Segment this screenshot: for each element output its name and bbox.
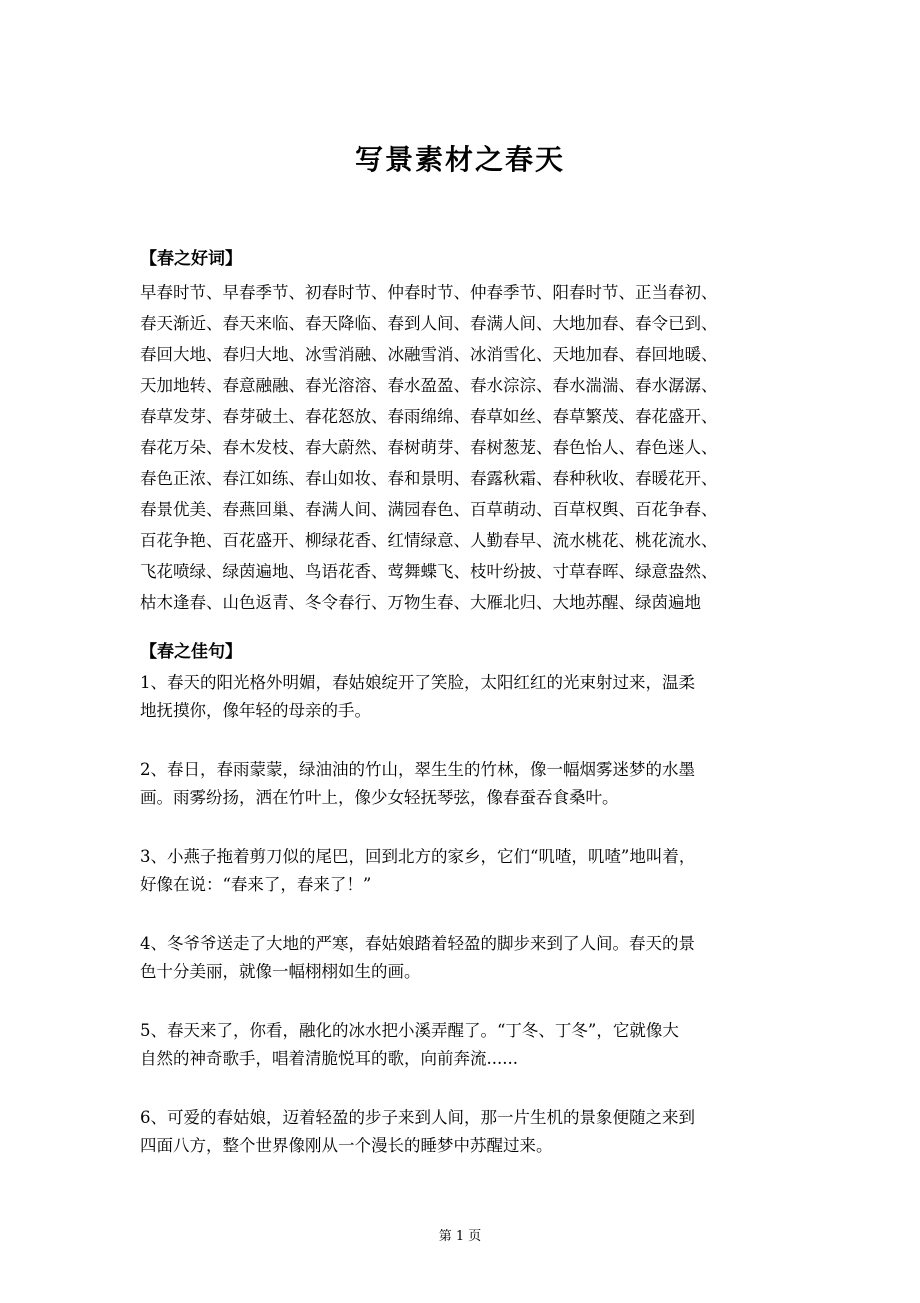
section-heading-good-sentences: 【春之佳句】 [140,642,242,662]
page-title: 写景素材之春天 [354,143,565,176]
sentence-item [140,756,790,812]
good-words-list [140,277,790,618]
word-line: 早春时节、早春季节、初春时节、仲春时节、仲春季节、阳春时节、正当春初、 [140,283,718,302]
sentence-line: 画。雨雾纷扬，洒在竹叶上，像少女轻抚琴弦，像春蚕吞食桑叶。 [140,788,619,807]
word-line: 春花万朵、春木发枝、春大蔚然、春树萌芽、春树葱茏、春色怡人、春色迷人、 [140,438,718,457]
word-line: 春景优美、春燕回巢、春满人间、满园春色、百草萌动、百草权舆、百花争春、 [140,500,718,519]
sentence-item [140,930,790,986]
sentence-item [140,1104,790,1160]
sentence-item [140,843,790,899]
word-line: 飞花喷绿、绿茵遍地、鸟语花香、莺舞蝶飞、枝叶纷披、寸草春晖、绿意盎然、 [140,562,718,581]
good-sentences-list [140,669,790,1191]
word-line: 春草发芽、春芽破土、春花怒放、春雨绵绵、春草如丝、春草繁茂、春花盛开、 [140,407,718,426]
sentence-line: 色十分美丽，就像一幅栩栩如生的画。 [140,962,421,981]
section-heading-good-words: 【春之好词】 [140,249,242,269]
sentence-line: 6、可爱的春姑娘，迈着轻盈的步子来到人间，那一片生机的景象便随之来到 [140,1108,695,1127]
sentence-item [140,1017,790,1073]
word-line: 天加地转、春意融融、春光溶溶、春水盈盈、春水淙淙、春水湍湍、春水潺潺、 [140,376,718,395]
word-line: 春回大地、春归大地、冰雪消融、冰融雪消、冰消雪化、天地加春、春回地暖、 [140,345,718,364]
sentence-line: 地抚摸你，像年轻的母亲的手。 [140,701,371,720]
word-line: 枯木逢春、山色返青、冬令春行、万物生春、大雁北归、大地苏醒、绿茵遍地 [140,593,701,612]
sentence-line: 自然的神奇歌手，唱着清脆悦耳的歌，向前奔流...... [140,1049,518,1068]
sentence-line: 3、小燕子拖着剪刀似的尾巴，回到北方的家乡，它们“叽喳，叽喳”地叫着， [140,847,696,866]
word-line: 春天渐近、春天来临、春天降临、春到人间、春满人间、大地加春、春令已到、 [140,314,718,333]
word-line: 春色正浓、春江如练、春山如妆、春和景明、春露秋霜、春种秋收、春暖花开、 [140,469,718,488]
sentence-line: 1、春天的阳光格外明媚，春姑娘绽开了笑脸，太阳红红的光束射过来，温柔 [140,673,695,692]
word-line: 百花争艳、百花盛开、柳绿花香、红情绿意、人勤春早、流水桃花、桃花流水、 [140,531,718,550]
sentence-line: 四面八方，整个世界像刚从一个漫长的睡梦中苏醒过来。 [140,1136,553,1155]
sentence-item [140,669,790,725]
sentence-line: 5、春天来了，你看，融化的冰水把小溪弄醒了。“丁冬、丁冬”，它就像大 [140,1021,679,1040]
sentence-line: 好像在说：“春来了，春来了！” [140,875,372,894]
sentence-line: 2、春日，春雨蒙蒙，绿油油的竹山，翠生生的竹林，像一幅烟雾迷梦的水墨 [140,760,695,779]
sentence-line: 4、冬爷爷送走了大地的严寒，春姑娘踏着轻盈的脚步来到了人间。春天的景 [140,934,695,953]
page-number: 第 1 页 [438,1229,482,1244]
